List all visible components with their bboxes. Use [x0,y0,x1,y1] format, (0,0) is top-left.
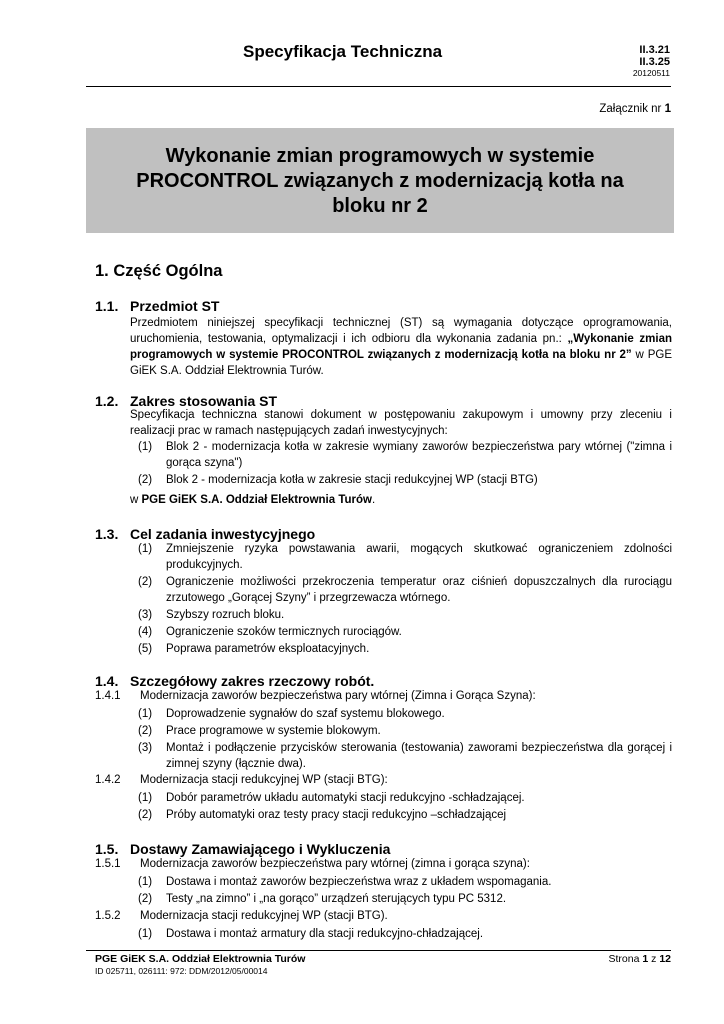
list-item: (4) Ograniczenie szoków termicznych rurociągów. [138,626,402,638]
list-item: (3) Szybszy rozruch bloku. [138,609,285,621]
list-item: (2) Testy „na zimno” i „na gorąco” urządzeń sterujących typu PC 5312. [138,893,507,905]
header-divider [86,86,671,87]
page-number: Strona 1 z 12 [608,953,671,965]
deliveries-valves-list [138,874,672,908]
scope-valves-list [138,706,672,773]
attachment-label: Załącznik nr 1 [599,103,671,115]
banner-line-2: PROCONTROL związanych z modernizacją kotła na [136,170,624,192]
subsection-heading-1-1: 1.1. Przedmiot ST [95,298,220,314]
subsection-1-5-2-heading: 1.5.2 Modernizacja stacji redukcyjnej WP (stacji BTG). [95,910,388,922]
footer-id: ID 025711, 026111: 972: DDM/2012/05/00014 [95,966,268,976]
subsection-heading-1-2: 1.2. Zakres stosowania ST [95,393,278,409]
header-code-1: II.3.21 [639,44,670,56]
subsection-1-4-2-heading: 1.4.2 Modernizacja stacji redukcyjnej WP (stacji BTG): [95,774,388,786]
goals-list [138,541,672,658]
list-item: (1) Dostawa i montaż zaworów bezpieczeństwa wraz z układem wspomagania. [138,876,552,888]
banner-line-3: bloku nr 2 [332,195,428,217]
list-item: (3) Montaż i podłączenie przycisków sterowania (testowania) zaworami bezpieczeństwa dla gorącej i zimnej szyny (łącznie dwa). [138,742,672,770]
subsection-heading-1-4: 1.4. Szczegółowy zakres rzeczowy robót. [95,673,375,689]
list-item: (2) Blok 2 - modernizacja kotła w zakresie stacji redukcyjnej WP (stacji BTG) [138,474,538,486]
scope-station-list [138,790,672,824]
section-heading: 1. Część Ogólna [95,262,223,280]
list-item: (1) Doprowadzenie sygnałów do szaf systemu blokowego. [138,708,445,720]
subsection-1-5-1-heading: 1.5.1 Modernizacja zaworów bezpieczeństwa pary wtórnej (zimna i gorąca szyna): [95,858,530,870]
subsection-1-1-text: Przedmiotem niniejszej specyfikacji technicznej (ST) są wymagania dotyczące oprogramowania, uruchomienia, testowania, optymalizacji i ich odbioru dla wykonania zadania pn.: „Wykonanie zmian programowych w systemie PROCONTROL związanych z modernizacją kotła na bloku nr 2” w PGE GiEK S.A. Oddział Elektrownia Turów. [130,317,672,377]
scope-list [138,439,672,489]
list-item: (2) Próby automatyki oraz testy pracy stacji redukcyjno –schładzającej [138,809,507,821]
list-item: (1) Dobór parametrów układu automatyki stacji redukcyjno -schładzającej. [138,792,525,804]
footer-left [95,953,305,977]
subsection-1-2-text: Specyfikacja techniczna stanowi dokument w postępowaniu zakupowym i umowny przy zleceniu i realizacji prac w ramach następujących zadań inwestycyjnych: [130,409,672,437]
deliveries-station-list [138,926,672,943]
list-item: (1) Dostawa i montaż armatury dla stacji redukcyjno-chładzającej. [138,928,484,940]
subsection-1-4-1-heading: 1.4.1 Modernizacja zaworów bezpieczeństwa pary wtórnej (Zimna i Gorąca Szyna): [95,690,536,702]
footer-company: PGE GiEK S.A. Oddział Elektrownia Turów [95,953,306,965]
subsection-heading-1-5: 1.5. Dostawy Zamawiającego i Wykluczenia [95,841,391,857]
list-item: (2) Prace programowe w systemie blokowym. [138,725,381,737]
header-code-2: II.3.25 [639,56,670,68]
banner-line-1: Wykonanie zmian programowych w systemie [165,145,595,167]
title-banner [86,128,674,233]
subsection-heading-1-3: 1.3. Cel zadania inwestycyjnego [95,526,316,542]
header-date: 20120511 [632,68,670,78]
list-item: (1) Zmniejszenie ryzyka powstawania awarii, mogących skutkować ograniczeniem zdolności produkcyjnych. [138,543,672,571]
list-item: (5) Poprawa parametrów eksploatacyjnych. [138,643,370,655]
footer-divider [86,950,671,951]
document-title: Specyfikacja Techniczna [243,42,443,61]
header-codes [633,44,670,79]
subsection-1-2-closing: w PGE GiEK S.A. Oddział Elektrownia Turów. [130,494,376,506]
list-item: (1) Blok 2 - modernizacja kotła w zakresie wymiany zaworów bezpieczeństwa pary wtórnej ("zimna i gorąca szyna") [138,441,672,469]
list-item: (2) Ograniczenie możliwości przekroczenia temperatur oraz ciśnień dopuszczalnych dla rurociągu zrzutowego „Gorącej Szyny” i przegrzewacza wtórnego. [138,576,672,604]
